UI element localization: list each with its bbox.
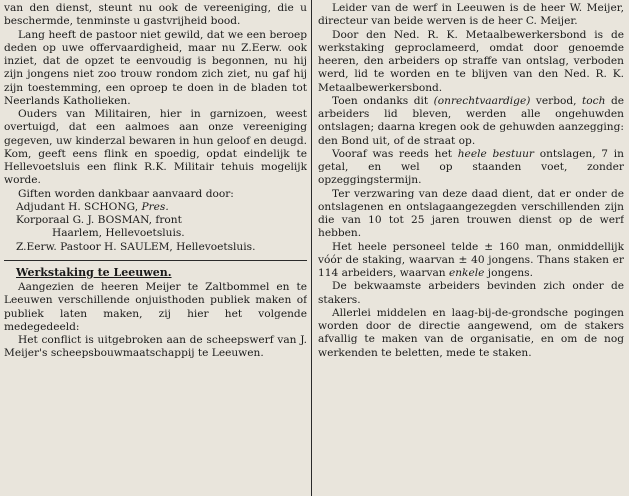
signature-schong [4, 201, 307, 214]
paragraph-leider: Leider van de werf in Leeuwen is de heer W. Meijer, directeur van beide werven is de heer C. Meijer. [318, 2, 624, 28]
signature-saulem: Z.Eerw. Pastoor H. SAULEM, Hellevoetsluis. [16, 240, 256, 253]
signature-bosman-line2: Haarlem, Hellevoetsluis. [52, 227, 185, 240]
paragraph-bekwaamste: De bekwaamste arbeiders bevinden zich onder de stakers. [318, 280, 624, 306]
signature-schong-role: Pres. [141, 200, 169, 213]
signature-bosman [4, 214, 307, 241]
section-divider [4, 260, 307, 261]
signature-schong-name: Adjudant H. SCHONG, [16, 200, 139, 213]
paragraph-verzwaring: Ter verzwaring van deze daad dient, dat er onder de ontslagenen en ontslagaangezegden verschillenden zijn die van 10 tot 25 jaren trouwen dienst op de werf hebben. [318, 187, 624, 240]
paragraph-ouders: Ouders van Militairen, hier in garnizoen, weest overtuigd, dat een aalmoes aan onze vereeniging gegeven, uw kinderzal bewaren in hun geloof en deugd. Kom, geeft eens flink en spoedig, opdat eindelijk te Hellevoetsluis een flink R.K. Militair tehuis mogelijk worde. [4, 108, 307, 187]
paragraph-continuation: van den dienst, steunt nu ook de vereeniging, die u beschermde, tenminste u gastvrijheid bood. [4, 2, 307, 28]
paragraph-bond: Door den Ned. R. K. Metaalbewerkersbond is de werkstaking geproclameerd, omdat door genoemde heeren, den arbeiders op straffe van ontslag, verboden werd, lid te worden en te blijven van den Ned. R. K. Metaalbewerkersbond. [318, 28, 624, 94]
paragraph-personeel: Het heele personeel telde ± 160 man, onmiddellijk vóór de staking, waarvan ± 40 jongens. Thans staken er 114 arbeiders, waarvan enkele jongens. [318, 240, 624, 279]
paragraph-ontslagen: Toen ondanks dit (onrechtvaardige) verbod, toch de arbeiders lid bleven, werden alle ongehuwden ontslagen; daarna kregen ook de gehuwden aanzegging: den Bond uit, of de straat op. [318, 94, 624, 147]
paragraph-pastoor: Lang heeft de pastoor niet gewild, dat we een beroep deden op uwe offervaardigheid, maar nu Z.Eerw. ook inziet, dat de opzet te eenvoudig is begonnen, nu hij zijn jongens niet zoo trouw rondom zich ziet, nu gaf hij zijn toestemming, een oproep te doen in de bladen tot Neerlands Katholieken. [4, 28, 307, 107]
signature-bosman-line1: Korporaal G. J. BOSMAN, front [16, 214, 182, 226]
right-column [318, 2, 624, 496]
paragraph-conflict: Het conflict is uitgebroken aan de scheepswerf van J. Meijer's scheepsbouwmaatschappij te Leeuwen. [4, 334, 307, 360]
paragraph-giften: Giften worden dankbaar aanvaard door: [18, 187, 234, 200]
column-divider [311, 0, 312, 496]
left-column [4, 2, 307, 496]
paragraph-bestuur: Vooraf was reeds het heele bestuur ontslagen, 7 in getal, en wel op staanden voet, zonder opzeggingstermijn. [318, 147, 624, 187]
paragraph-middelen: Allerlei middelen en laag-bij-de-grondsche pogingen worden door de directie aangewend, om de stakers afvallig te maken van de organisatie, en om de nog werkenden te beletten, mede te staken. [318, 306, 624, 359]
article-heading: Werkstaking te Leeuwen. [16, 265, 172, 279]
paragraph-aangezien: Aangezien de heeren Meijer te Zaltbommel en te Leeuwen verschillende onjuisthoden publiek maken of publiek laten maken, zij hier het volgende medegedeeld: [4, 281, 307, 333]
